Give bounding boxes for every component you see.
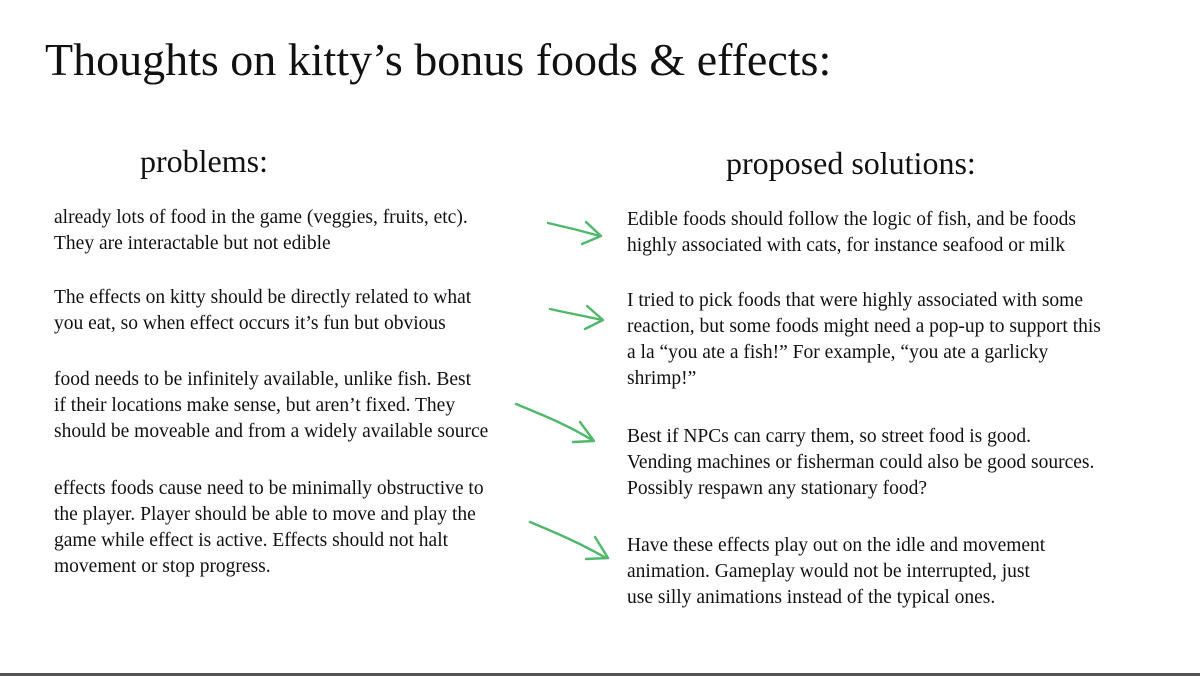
problem-line: the player. Player should be able to move and play the <box>54 504 476 525</box>
problem-item <box>54 476 484 580</box>
solution-item <box>627 288 1101 392</box>
solution-line: a la “you ate a fish!” For example, “you ate a garlicky <box>627 342 1049 363</box>
solution-item <box>627 424 1094 502</box>
problem-line: already lots of food in the game (veggies, fruits, etc). <box>54 207 468 228</box>
arrow-icon <box>530 522 608 559</box>
problem-line: should be moveable and from a widely available source <box>54 421 489 442</box>
solution-line: use silly animations instead of the typical ones. <box>627 587 996 608</box>
solution-line: highly associated with cats, for instance seafood or milk <box>627 235 1066 256</box>
problem-item <box>54 367 488 445</box>
solution-line: Vending machines or fisherman could also be good sources. <box>627 452 1095 473</box>
solutions-heading: proposed solutions: <box>726 145 976 181</box>
problem-line: if their locations make sense, but aren’t fixed. They <box>54 395 456 416</box>
problem-line: They are interactable but not edible <box>54 233 331 254</box>
problem-item <box>54 205 468 257</box>
solution-line: Possibly respawn any stationary food? <box>627 478 928 499</box>
problem-line: The effects on kitty should be directly related to what <box>54 287 472 308</box>
solution-line: reaction, but some foods might need a pop-up to support this <box>627 316 1101 337</box>
slide-title: Thoughts on kitty’s bonus foods & effects: <box>45 34 832 85</box>
solution-line: I tried to pick foods that were highly associated with some <box>627 290 1083 311</box>
problem-item <box>54 285 471 337</box>
arrow-icon <box>516 404 594 442</box>
problem-line: game while effect is active. Effects should not halt <box>54 530 449 551</box>
solution-line: animation. Gameplay would not be interrupted, just <box>627 561 1030 582</box>
arrow-icon <box>550 306 603 329</box>
solution-item <box>627 207 1076 259</box>
solution-line: Have these effects play out on the idle and movement <box>627 535 1046 556</box>
problem-line: you eat, so when effect occurs it’s fun but obvious <box>54 313 446 334</box>
problem-line: food needs to be infinitely available, unlike fish. Best <box>54 369 471 390</box>
solution-line: Best if NPCs can carry them, so street food is good. <box>627 426 1032 447</box>
problem-line: movement or stop progress. <box>54 556 271 577</box>
problems-heading: problems: <box>140 143 268 179</box>
problem-line: effects foods cause need to be minimally obstructive to <box>54 478 484 499</box>
arrow-icon <box>548 222 601 244</box>
solution-item <box>627 533 1045 611</box>
solution-line: shrimp!” <box>627 368 697 389</box>
solution-line: Edible foods should follow the logic of fish, and be foods <box>627 209 1076 230</box>
